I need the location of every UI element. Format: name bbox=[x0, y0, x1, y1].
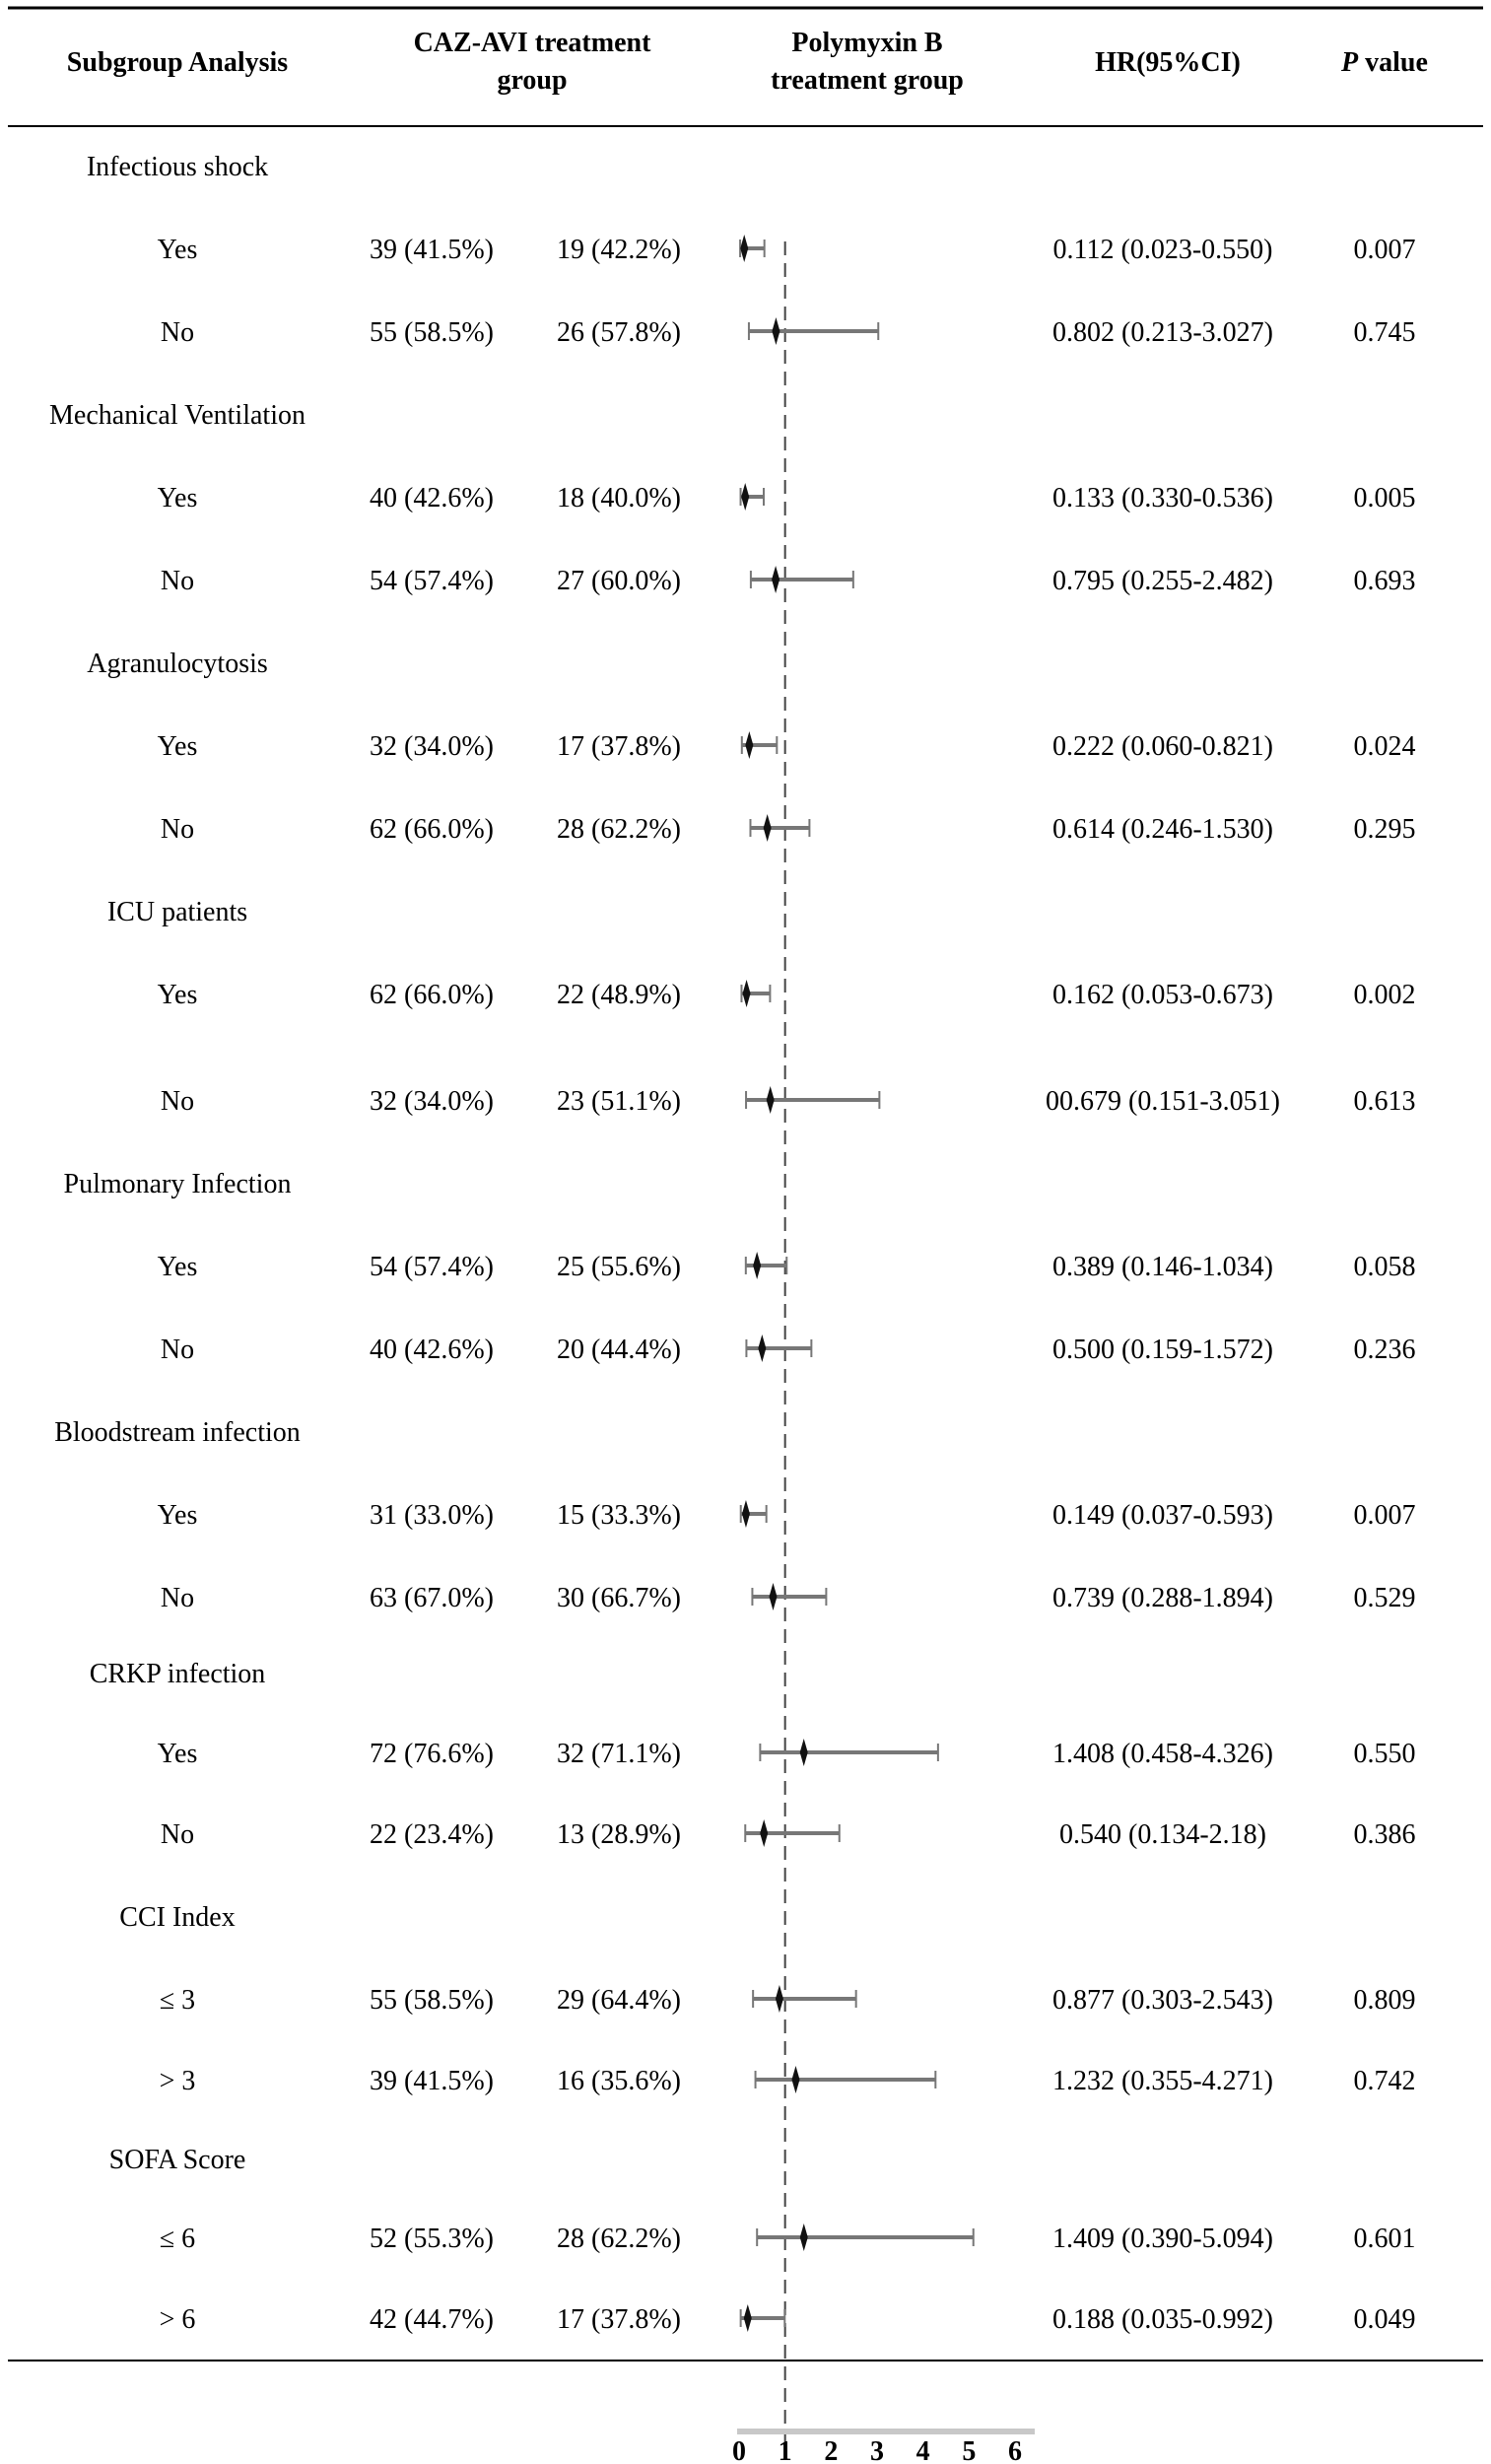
caz-avi-count: 40 (42.6%) bbox=[370, 483, 494, 513]
row-label: No bbox=[160, 1086, 195, 1117]
row-label: Yes bbox=[157, 235, 198, 265]
caz-avi-count: 63 (67.0%) bbox=[370, 1583, 494, 1613]
caz-avi-count: 54 (57.4%) bbox=[370, 566, 494, 596]
hr-point-marker bbox=[758, 1335, 766, 1362]
caz-avi-count: 52 (55.3%) bbox=[370, 2224, 494, 2254]
polymyxin-b-count: 23 (51.1%) bbox=[557, 1086, 681, 1117]
caz-avi-count: 32 (34.0%) bbox=[370, 731, 494, 762]
p-value: 0.007 bbox=[1353, 1500, 1416, 1531]
x-tick-label: 3 bbox=[870, 2436, 884, 2464]
group-label: Pulmonary Infection bbox=[63, 1169, 292, 1199]
header-hr: HR(95%CI) bbox=[1095, 47, 1241, 78]
table-row bbox=[158, 1739, 1416, 1769]
header-subgroup: Subgroup Analysis bbox=[66, 47, 289, 78]
table-row bbox=[158, 980, 1416, 1010]
polymyxin-b-count: 19 (42.2%) bbox=[557, 235, 681, 265]
polymyxin-b-count: 30 (66.7%) bbox=[557, 1583, 681, 1613]
row-label: No bbox=[160, 566, 195, 596]
caz-avi-count: 31 (33.0%) bbox=[370, 1500, 494, 1531]
hr-point-marker bbox=[764, 814, 772, 842]
hr-ci-text: 0.133 (0.330-0.536) bbox=[1052, 483, 1273, 513]
hr-point-marker bbox=[741, 483, 749, 511]
hr-ci-text: 00.679 (0.151-3.051) bbox=[1046, 1086, 1280, 1117]
polymyxin-b-count: 27 (60.0%) bbox=[557, 566, 681, 596]
table-row bbox=[158, 731, 1416, 762]
polymyxin-b-count: 22 (48.9%) bbox=[557, 980, 681, 1010]
p-value: 0.742 bbox=[1353, 2066, 1416, 2096]
table-header bbox=[67, 28, 1428, 96]
table-row bbox=[160, 2224, 1416, 2254]
header-p-rest: value bbox=[1358, 47, 1428, 78]
header-poly-line1: Polymyxin B bbox=[791, 28, 943, 58]
row-label: Yes bbox=[157, 980, 198, 1010]
polymyxin-b-count: 29 (64.4%) bbox=[557, 1985, 681, 2016]
group-label: Bloodstream infection bbox=[54, 1417, 301, 1448]
x-axis-ticks bbox=[732, 2436, 1022, 2464]
hr-point-marker bbox=[800, 2224, 808, 2251]
caz-avi-count: 39 (41.5%) bbox=[370, 2066, 494, 2096]
hr-ci-text: 0.149 (0.037-0.593) bbox=[1052, 1500, 1273, 1531]
p-value: 0.024 bbox=[1353, 731, 1416, 762]
row-label: Yes bbox=[157, 731, 198, 762]
p-value: 0.386 bbox=[1353, 1819, 1416, 1850]
polymyxin-b-count: 17 (37.8%) bbox=[557, 2304, 681, 2335]
table-row bbox=[161, 1583, 1416, 1613]
row-label: No bbox=[160, 1819, 195, 1850]
polymyxin-b-count: 28 (62.2%) bbox=[557, 814, 681, 845]
p-value: 0.809 bbox=[1353, 1985, 1416, 2016]
caz-avi-count: 62 (66.0%) bbox=[370, 980, 494, 1010]
hr-point-marker bbox=[776, 1985, 783, 2013]
hr-ci-text: 1.409 (0.390-5.094) bbox=[1052, 2224, 1273, 2254]
caz-avi-count: 72 (76.6%) bbox=[370, 1739, 494, 1769]
header-p-value bbox=[1340, 47, 1428, 78]
p-value: 0.058 bbox=[1353, 1252, 1416, 1282]
p-value: 0.550 bbox=[1353, 1739, 1416, 1769]
polymyxin-b-count: 26 (57.8%) bbox=[557, 317, 681, 348]
p-value: 0.295 bbox=[1353, 814, 1416, 845]
header-caz-line1: CAZ-AVI treatment bbox=[413, 28, 651, 58]
hr-point-marker bbox=[760, 1819, 768, 1847]
group-label: ICU patients bbox=[106, 897, 248, 927]
caz-avi-count: 32 (34.0%) bbox=[370, 1086, 494, 1117]
x-tick-label: 4 bbox=[915, 2436, 930, 2464]
row-label: No bbox=[160, 814, 195, 845]
table-row bbox=[161, 566, 1416, 596]
x-tick-label: 6 bbox=[1008, 2436, 1022, 2464]
hr-ci-text: 0.162 (0.053-0.673) bbox=[1052, 980, 1273, 1010]
caz-avi-count: 42 (44.7%) bbox=[370, 2304, 494, 2335]
polymyxin-b-count: 17 (37.8%) bbox=[557, 731, 681, 762]
row-label: ≤ 3 bbox=[159, 1985, 196, 2016]
header-caz-line2: group bbox=[497, 65, 568, 96]
group-label: CCI Index bbox=[119, 1902, 236, 1933]
p-value: 0.601 bbox=[1353, 2224, 1416, 2254]
p-value: 0.005 bbox=[1353, 483, 1416, 513]
p-value: 0.049 bbox=[1353, 2304, 1416, 2335]
row-label: > 3 bbox=[159, 2066, 196, 2096]
table-row bbox=[161, 1335, 1416, 1365]
table-row bbox=[158, 1252, 1416, 1282]
hr-point-marker bbox=[740, 235, 748, 262]
x-tick-label: 0 bbox=[732, 2436, 746, 2464]
polymyxin-b-count: 13 (28.9%) bbox=[557, 1819, 681, 1850]
p-value: 0.613 bbox=[1353, 1086, 1416, 1117]
header-poly-line2: treatment group bbox=[771, 65, 964, 96]
row-label: ≤ 6 bbox=[159, 2224, 196, 2254]
table-body bbox=[49, 152, 1415, 2335]
table-row bbox=[158, 1500, 1416, 1531]
table-row bbox=[161, 1819, 1416, 1850]
row-label: Yes bbox=[157, 1739, 198, 1769]
hr-ci-text: 1.232 (0.355-4.271) bbox=[1052, 2066, 1273, 2096]
group-label: CRKP infection bbox=[89, 1659, 266, 1689]
group-label: SOFA Score bbox=[108, 2145, 246, 2175]
row-label: No bbox=[160, 1335, 195, 1365]
caz-avi-count: 54 (57.4%) bbox=[370, 1252, 494, 1282]
hr-ci-text: 0.877 (0.303-2.543) bbox=[1052, 1985, 1273, 2016]
hr-ci-text: 0.188 (0.035-0.992) bbox=[1052, 2304, 1273, 2335]
caz-avi-count: 55 (58.5%) bbox=[370, 1985, 494, 2016]
hr-ci-text: 0.112 (0.023-0.550) bbox=[1052, 235, 1273, 265]
group-label: Agranulocytosis bbox=[87, 649, 268, 679]
hr-point-marker bbox=[744, 2304, 752, 2332]
polymyxin-b-count: 25 (55.6%) bbox=[557, 1252, 681, 1282]
table-row bbox=[160, 2304, 1416, 2335]
caz-avi-count: 22 (23.4%) bbox=[370, 1819, 494, 1850]
hr-point-marker bbox=[742, 1500, 750, 1528]
hr-ci-text: 0.739 (0.288-1.894) bbox=[1052, 1583, 1273, 1613]
x-tick-label: 5 bbox=[962, 2436, 977, 2464]
row-label: > 6 bbox=[159, 2304, 196, 2335]
row-label: Yes bbox=[157, 483, 198, 513]
table-row bbox=[160, 1985, 1416, 2016]
hr-point-marker bbox=[772, 566, 779, 593]
p-value: 0.529 bbox=[1353, 1583, 1416, 1613]
caz-avi-count: 39 (41.5%) bbox=[370, 235, 494, 265]
x-tick-label: 1 bbox=[778, 2436, 792, 2464]
header-p-italic: P bbox=[1341, 47, 1359, 78]
p-value: 0.745 bbox=[1353, 317, 1416, 348]
hr-point-marker bbox=[753, 1252, 761, 1279]
row-label: No bbox=[160, 317, 195, 348]
hr-ci-text: 0.614 (0.246-1.530) bbox=[1052, 814, 1273, 845]
p-value: 0.007 bbox=[1353, 235, 1416, 265]
hr-point-marker bbox=[772, 317, 779, 345]
hr-point-marker bbox=[800, 1739, 808, 1766]
hr-point-marker bbox=[767, 1086, 775, 1114]
polymyxin-b-count: 28 (62.2%) bbox=[557, 2224, 681, 2254]
hr-ci-text: 0.540 (0.134-2.18) bbox=[1059, 1819, 1266, 1850]
table-row bbox=[160, 2066, 1416, 2096]
polymyxin-b-count: 20 (44.4%) bbox=[557, 1335, 681, 1365]
caz-avi-count: 40 (42.6%) bbox=[370, 1335, 494, 1365]
hr-ci-text: 0.795 (0.255-2.482) bbox=[1052, 566, 1273, 596]
polymyxin-b-count: 18 (40.0%) bbox=[557, 483, 681, 513]
polymyxin-b-count: 16 (35.6%) bbox=[557, 2066, 681, 2096]
table-row bbox=[158, 483, 1416, 513]
x-tick-label: 2 bbox=[824, 2436, 839, 2464]
group-label: Infectious shock bbox=[86, 152, 269, 182]
hr-ci-text: 0.389 (0.146-1.034) bbox=[1052, 1252, 1273, 1282]
table-row bbox=[161, 814, 1416, 845]
hr-ci-text: 0.500 (0.159-1.572) bbox=[1052, 1335, 1273, 1365]
row-label: No bbox=[160, 1583, 195, 1613]
hr-ci-text: 0.802 (0.213-3.027) bbox=[1052, 317, 1273, 348]
table-row bbox=[158, 235, 1416, 265]
p-value: 0.002 bbox=[1353, 980, 1416, 1010]
hr-point-marker bbox=[791, 2066, 799, 2093]
table-row bbox=[161, 1086, 1416, 1117]
group-label: Mechanical Ventilation bbox=[49, 400, 305, 431]
caz-avi-count: 55 (58.5%) bbox=[370, 317, 494, 348]
polymyxin-b-count: 15 (33.3%) bbox=[557, 1500, 681, 1531]
table-row bbox=[161, 317, 1416, 348]
hr-point-marker bbox=[769, 1583, 777, 1610]
hr-point-marker bbox=[745, 731, 753, 759]
p-value: 0.693 bbox=[1353, 566, 1416, 596]
hr-point-marker bbox=[743, 980, 751, 1007]
caz-avi-count: 62 (66.0%) bbox=[370, 814, 494, 845]
row-label: Yes bbox=[157, 1500, 198, 1531]
hr-ci-text: 0.222 (0.060-0.821) bbox=[1052, 731, 1273, 762]
polymyxin-b-count: 32 (71.1%) bbox=[557, 1739, 681, 1769]
row-label: Yes bbox=[157, 1252, 198, 1282]
hr-ci-text: 1.408 (0.458-4.326) bbox=[1052, 1739, 1273, 1769]
p-value: 0.236 bbox=[1353, 1335, 1416, 1365]
